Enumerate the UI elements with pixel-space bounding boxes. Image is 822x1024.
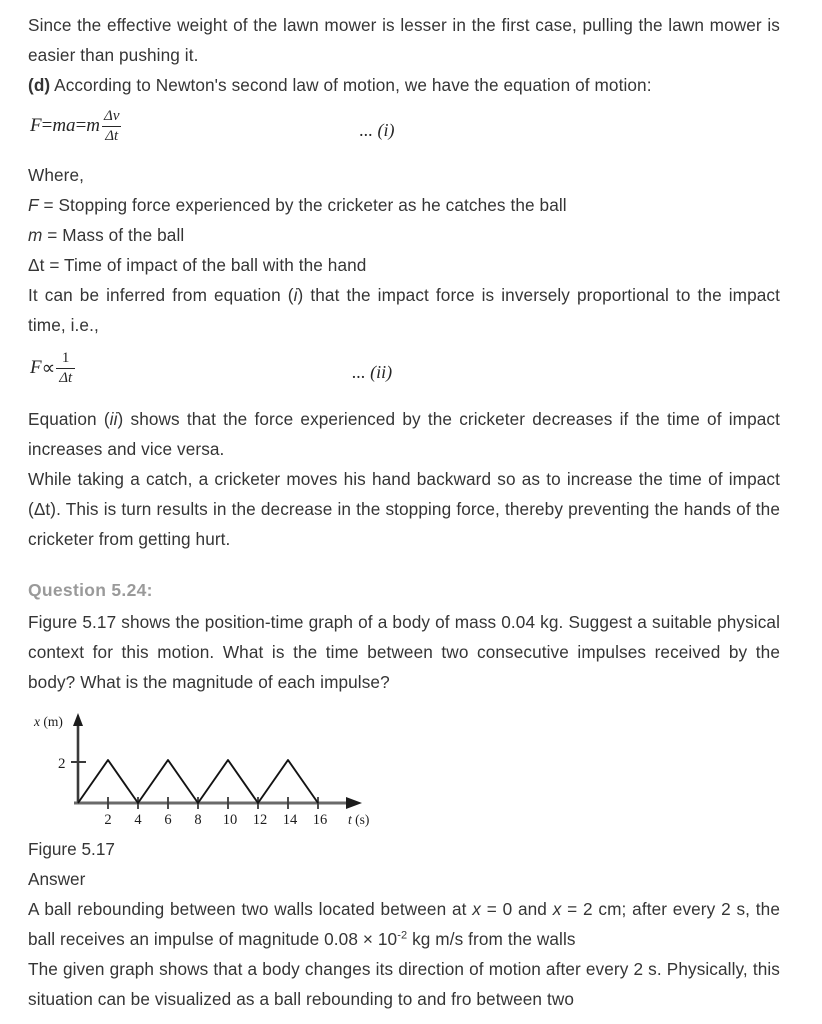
equation-1-denominator: Δt xyxy=(102,126,121,145)
explanation-text-b: ) shows that the force experienced by the cricketer decreases if the time of impact increases and vice versa. xyxy=(28,409,780,459)
answer-text-a: A ball rebounding between two walls located between at xyxy=(28,899,473,919)
question-heading: Question 5.24: xyxy=(28,580,153,600)
y-axis-arrowhead xyxy=(73,713,83,726)
equation-2-fraction xyxy=(56,350,75,387)
x-tick-label-14: 14 xyxy=(282,812,298,827)
inference-text-a: It can be inferred from equation ( xyxy=(28,285,294,305)
x-axis-arrowhead xyxy=(346,797,362,809)
paragraph-equation-explanation xyxy=(28,404,780,464)
x-axis-tick-labels xyxy=(104,812,327,827)
definition-force xyxy=(28,190,780,220)
position-time-data-line xyxy=(78,760,318,803)
paragraph-lawn-mower: Since the effective weight of the lawn mower is lesser in the first case, pulling the lawn mower is easier than pushing it. xyxy=(28,15,780,65)
definition-delta-t xyxy=(28,250,780,280)
definition-delta-t-text: = Time of impact of the ball with the hand xyxy=(44,255,367,275)
equation-1-equals-2: = xyxy=(75,115,87,137)
equation-1-ma: ma xyxy=(52,115,76,137)
x-tick-label-8: 8 xyxy=(194,812,202,827)
paragraph-answer-impulse xyxy=(28,894,780,954)
part-d-text: According to Newton's second law of motion, we have the equation of motion: xyxy=(50,75,652,95)
equation-1-numerator: Δv xyxy=(104,108,120,124)
equation-2-reference: ... (ii) xyxy=(352,362,393,382)
equation-2-propto-symbol: ∝ xyxy=(41,357,56,379)
symbol-x-second: x xyxy=(552,899,562,919)
x-tick-label-2: 2 xyxy=(104,812,112,827)
paragraph-catch-explanation: While taking a catch, a cricketer moves his hand backward so as to increase the time of impact (Δt). This is turn results in the decrease in the stopping force, thereby preventing the hands of the cricketer from getting hurt. xyxy=(28,469,780,549)
exponent-minus-2: -2 xyxy=(397,929,408,942)
definition-force-text: = Stopping force experienced by the cricketer as he catches the ball xyxy=(38,195,567,215)
equation-newton-second-law xyxy=(28,108,780,154)
equation-1-fraction xyxy=(101,108,122,145)
equation-1-mass: m xyxy=(86,115,101,137)
paragraph-part-d xyxy=(28,70,780,100)
answer-text-c: = 2 cm; after every 2 s, the ball receives an impulse of magnitude 0.08 × 10 xyxy=(28,899,780,949)
symbol-x-first: x xyxy=(472,899,481,919)
equation-2-denominator: Δt xyxy=(56,368,75,387)
paragraph-graph-interpretation: The given graph shows that a body changes its direction of motion after every 2 s. Physically, this situation can be visualized as a ball rebounding to and fro between two xyxy=(28,959,780,1009)
answer-text-b: = 0 and xyxy=(480,899,553,919)
equation-1-equals-1: = xyxy=(41,115,53,137)
equation-inverse-proportion xyxy=(28,350,780,396)
y-axis-title: x (m) xyxy=(34,714,63,729)
x-tick-label-6: 6 xyxy=(164,812,172,827)
paragraph-inference xyxy=(28,280,780,340)
paragraph-question-body: Figure 5.17 shows the position-time graph of a body of mass 0.04 kg. Suggest a suitable physical context for this motion. What is the time between two consecutive impulses received by the body? What is the magnitude of each impulse? xyxy=(28,612,780,692)
x-tick-label-16: 16 xyxy=(312,812,328,827)
part-d-label: (d) xyxy=(28,75,51,95)
symbol-m: m xyxy=(28,225,43,245)
definition-mass-text: = Mass of the ball xyxy=(42,225,185,245)
answer-label: Answer xyxy=(28,869,86,889)
equation-1-reference: ... (i) xyxy=(359,120,395,140)
symbol-delta-t: Δt xyxy=(28,255,45,275)
x-axis-title: t (s) xyxy=(348,812,370,827)
x-tick-label-10: 10 xyxy=(222,812,238,827)
definition-mass xyxy=(28,220,780,250)
equation-2-lhs: F xyxy=(30,357,42,379)
paragraph-where: Where, xyxy=(28,165,84,185)
y-tick-label-2: 2 xyxy=(58,756,66,772)
figure-5-17 xyxy=(28,707,780,832)
reference-roman-i: i xyxy=(293,285,298,305)
equation-2-numerator: 1 xyxy=(61,350,70,366)
position-time-graph xyxy=(32,707,392,827)
equation-1-expression xyxy=(30,108,123,145)
answer-text-d: kg m/s from the walls xyxy=(407,929,576,949)
equation-2-expression xyxy=(30,350,76,387)
inference-text-b: ) that the impact force is inversely proportional to the impact time, i.e., xyxy=(28,285,780,335)
explanation-text-a: Equation ( xyxy=(28,409,110,429)
symbol-F: F xyxy=(28,195,39,215)
x-tick-label-4: 4 xyxy=(134,812,142,827)
x-tick-label-12: 12 xyxy=(252,812,268,827)
figure-caption: Figure 5.17 xyxy=(28,839,115,859)
equation-1-lhs: F xyxy=(30,115,42,137)
reference-roman-ii: ii xyxy=(109,409,118,429)
